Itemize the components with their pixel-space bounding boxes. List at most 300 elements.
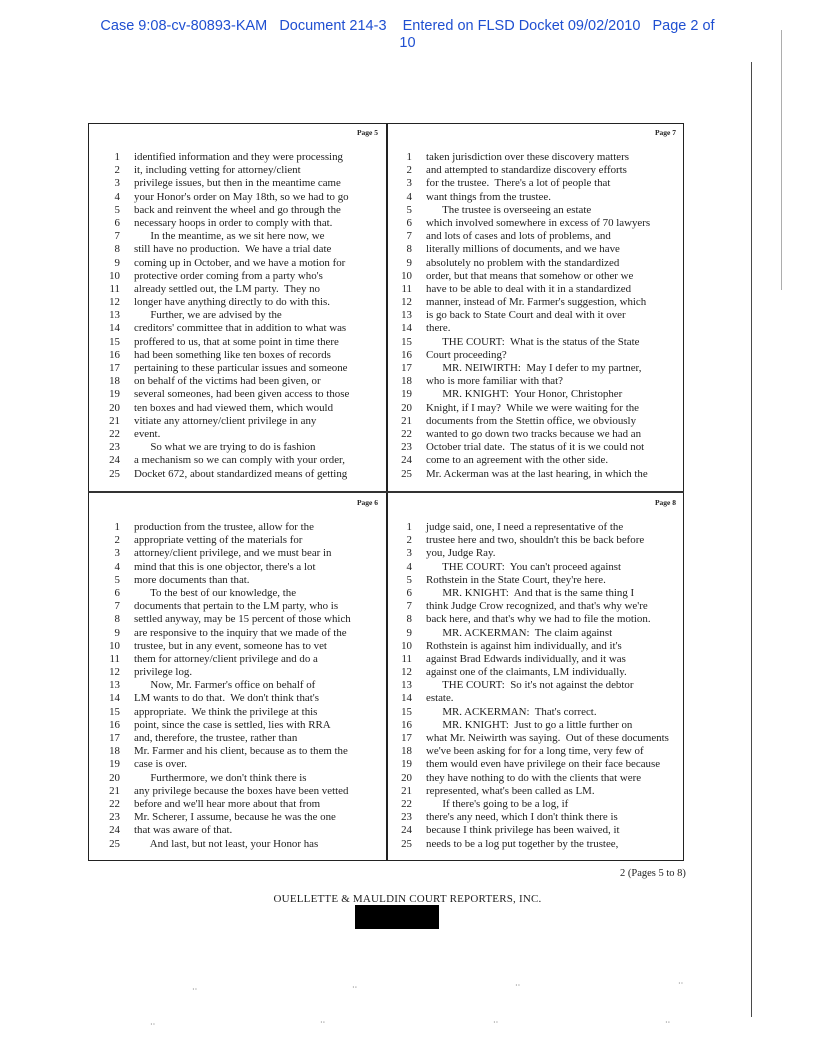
line-text: and, therefore, the trustee, rather than	[134, 732, 298, 744]
transcript-line	[390, 534, 680, 547]
line-text: If there's going to be a log, if	[426, 797, 569, 810]
line-text: estate.	[426, 692, 454, 705]
transcript-line	[390, 811, 680, 824]
line-text: longer have anything directly to do with this.	[134, 296, 330, 309]
line-number: 25	[401, 837, 412, 850]
line-number: 25	[109, 467, 120, 480]
line-text: taken jurisdiction over these discovery matters	[426, 151, 629, 163]
line-text: identified information and they were processing	[134, 151, 343, 163]
line-number: 22	[109, 427, 120, 440]
line-text: your Honor's order on May 18th, so we had to go	[134, 190, 349, 203]
line-number: 16	[401, 718, 412, 731]
transcript-line	[98, 653, 382, 666]
transcript-line	[98, 230, 382, 243]
scan-speck: ·‧	[320, 1018, 326, 1027]
line-number: 16	[401, 348, 412, 361]
line-number: 11	[109, 282, 120, 295]
line-text: several someones, had been given access to those	[134, 388, 350, 401]
line-text: event.	[134, 427, 161, 440]
transcript-line	[98, 151, 382, 164]
scan-edge-line	[751, 62, 752, 1017]
line-number: 15	[109, 705, 120, 718]
line-text: Rothstein in the State Court, they're here.	[426, 573, 606, 586]
line-text: absolutely no problem with the standardized	[426, 256, 620, 269]
line-text: Mr. Farmer and his client, because as to them the	[134, 745, 348, 758]
line-number: 11	[401, 282, 412, 295]
line-text: pertaining to these particular issues and someone	[134, 362, 348, 374]
transcript-line	[390, 798, 680, 811]
scan-speck: ··	[678, 979, 684, 988]
line-text: THE COURT: What is the status of the State	[426, 335, 640, 348]
docket-header-line2: 10	[399, 35, 416, 51]
line-text: MR. KNIGHT: Just to go a little further on	[426, 718, 633, 731]
line-number: 14	[109, 692, 120, 705]
transcript-line	[98, 283, 382, 296]
transcript-line	[98, 164, 382, 177]
transcript-lines	[390, 521, 680, 851]
line-number: 17	[109, 362, 120, 374]
transcript-line	[390, 613, 680, 626]
line-number: 7	[114, 230, 120, 243]
transcript-line	[98, 547, 382, 560]
line-text: represented, what's been called as LM.	[426, 784, 595, 797]
line-text: documents from the Stettin office, we obviously	[426, 414, 637, 427]
line-number: 22	[109, 797, 120, 810]
line-number: 18	[109, 745, 120, 758]
line-number: 23	[401, 811, 412, 824]
line-number: 13	[401, 309, 412, 322]
line-text: MR. NEIWIRTH: May I defer to my partner,	[426, 362, 642, 374]
line-text: appropriate vetting of the materials for	[134, 534, 303, 547]
line-text: Rothstein is against him individually, and it's	[426, 639, 622, 652]
transcript-line	[98, 745, 382, 758]
line-number: 3	[114, 177, 120, 190]
line-text: Mr. Ackerman was at the last hearing, in which the	[426, 467, 648, 480]
line-text: The trustee is overseeing an estate	[426, 203, 592, 216]
transcript-line	[390, 322, 680, 335]
line-number: 24	[109, 824, 120, 837]
transcript-line	[98, 613, 382, 626]
transcript-line	[98, 824, 382, 837]
line-number: 3	[406, 547, 412, 560]
transcript-line	[390, 296, 680, 309]
line-text: MR. ACKERMAN: That's correct.	[426, 705, 597, 718]
transcript-line	[390, 309, 680, 322]
scan-edge-line-faint	[781, 30, 782, 290]
line-text: MR. KNIGHT: Your Honor, Christopher	[426, 388, 623, 401]
transcript-line	[98, 388, 382, 401]
line-text: against one of the claimants, LM individually.	[426, 666, 627, 679]
transcript-line	[98, 441, 382, 454]
transcript-panel-page5	[98, 125, 382, 489]
line-text: case is over.	[134, 758, 187, 771]
line-number: 5	[114, 203, 120, 216]
transcript-panel-page7	[390, 125, 680, 489]
transcript-line	[390, 454, 680, 467]
transcript-lines	[390, 151, 680, 481]
line-number: 18	[109, 375, 120, 388]
court-reporter-name: OUELLETTE & MAULDIN COURT REPORTERS, INC.	[273, 893, 542, 905]
scan-speck: ··	[192, 985, 198, 994]
line-text: come to an agreement with the other side.	[426, 454, 609, 467]
transcript-line	[390, 772, 680, 785]
transcript-line	[390, 574, 680, 587]
line-text: more documents than that.	[134, 573, 250, 586]
redaction-bar	[355, 905, 439, 929]
line-text: order, but that means that somehow or other we	[426, 269, 634, 282]
line-text: which involved somewhere in excess of 70 lawyers	[426, 216, 651, 229]
transcript-line	[98, 811, 382, 824]
line-text: they have nothing to do with the clients that were	[426, 771, 642, 784]
line-number: 11	[401, 652, 412, 665]
scan-speck: ·‧	[665, 1018, 671, 1027]
transcript-line	[390, 745, 680, 758]
line-number: 19	[109, 758, 120, 771]
line-text: Furthermore, we don't think there is	[134, 771, 307, 784]
transcript-line	[98, 191, 382, 204]
transcript-line	[390, 349, 680, 362]
line-number: 4	[114, 190, 120, 203]
transcript-line	[98, 349, 382, 362]
transcript-line	[390, 732, 680, 745]
line-number: 12	[109, 666, 120, 679]
transcript-line	[390, 627, 680, 640]
line-number: 10	[109, 269, 120, 282]
transcript-line	[390, 653, 680, 666]
transcript-line	[390, 177, 680, 190]
page-number: Page 6	[356, 498, 378, 507]
transcript-line	[98, 706, 382, 719]
line-number: 21	[109, 414, 120, 427]
transcript-line	[98, 521, 382, 534]
line-text: you, Judge Ray.	[426, 547, 496, 560]
line-number: 2	[114, 534, 120, 547]
line-text: manner, instead of Mr. Farmer's suggestion, which	[426, 296, 647, 309]
line-number: 15	[401, 335, 412, 348]
line-number: 23	[109, 441, 120, 454]
line-number: 1	[114, 521, 120, 533]
line-text: ten boxes and had viewed them, which would	[134, 401, 334, 414]
line-number: 1	[406, 521, 412, 533]
scan-speck: ··	[150, 1020, 156, 1029]
docket-header	[0, 18, 815, 52]
transcript-line	[390, 191, 680, 204]
transcript-line	[98, 627, 382, 640]
transcript-line	[390, 547, 680, 560]
line-text: is go back to State Court and deal with it over	[426, 309, 626, 322]
line-number: 19	[401, 758, 412, 771]
transcript-line	[98, 561, 382, 574]
transcript-line	[98, 666, 382, 679]
scan-speck: ··	[493, 1018, 499, 1027]
line-text: trustee, but in any event, someone has to vet	[134, 639, 327, 652]
transcript-line	[98, 679, 382, 692]
line-text: Mr. Scherer, I assume, because he was the one	[134, 811, 336, 824]
line-text: necessary hoops in order to comply with that.	[134, 216, 333, 229]
line-number: 17	[401, 732, 412, 744]
transcript-line	[98, 375, 382, 388]
line-number: 1	[114, 151, 120, 163]
line-text: attorney/client privilege, and we must bear in	[134, 547, 332, 560]
line-number: 9	[114, 256, 120, 269]
docket-header-line1: Case 9:08-cv-80893-KAM Document 214-3 Entered on FLSD Docket 09/02/2010 Page 2 of	[100, 18, 715, 34]
row-divider	[88, 491, 684, 493]
line-number: 21	[401, 784, 412, 797]
line-text: we've been asking for for a long time, very few of	[426, 745, 644, 758]
line-text: appropriate. We think the privilege at this	[134, 705, 318, 718]
line-number: 2	[406, 534, 412, 547]
line-number: 8	[114, 243, 120, 256]
transcript-line	[98, 772, 382, 785]
transcript-line	[390, 270, 680, 283]
transcript-line	[98, 270, 382, 283]
transcript-line	[390, 230, 680, 243]
transcript-line	[390, 679, 680, 692]
scan-speck: ·‧	[352, 983, 358, 992]
transcript-line	[390, 758, 680, 771]
line-text: them would even have privilege on their face because	[426, 758, 661, 771]
transcript-line	[98, 785, 382, 798]
transcript-line	[390, 257, 680, 270]
line-number: 10	[109, 639, 120, 652]
line-text: there.	[426, 322, 451, 335]
line-number: 2	[114, 164, 120, 177]
transcript-line	[390, 521, 680, 534]
transcript-line	[98, 798, 382, 811]
line-number: 3	[114, 547, 120, 560]
transcript-line	[98, 204, 382, 217]
line-text: coming up in October, and we have a motion for	[134, 256, 346, 269]
line-number: 16	[109, 348, 120, 361]
line-number: 15	[401, 705, 412, 718]
line-number: 6	[406, 586, 412, 599]
line-number: 6	[114, 586, 120, 599]
line-text: documents that pertain to the LM party, who is	[134, 600, 339, 613]
line-text: LM wants to do that. We don't think that's	[134, 692, 319, 705]
transcript-line	[390, 838, 680, 851]
line-number: 13	[401, 679, 412, 692]
line-number: 18	[401, 745, 412, 758]
line-text: October trial date. The status of it is we could not	[426, 441, 645, 454]
line-text: Further, we are advised by the	[134, 309, 282, 322]
line-number: 13	[109, 679, 120, 692]
transcript-line	[98, 640, 382, 653]
transcript-lines	[98, 521, 382, 851]
line-text: mind that this is one objector, there's a lot	[134, 560, 316, 573]
line-number: 20	[109, 771, 120, 784]
line-text: MR. KNIGHT: And that is the same thing I	[426, 586, 635, 599]
transcript-line	[390, 388, 680, 401]
line-text: are responsive to the inquiry that we made of the	[134, 626, 347, 639]
line-text: protective order coming from a party who's	[134, 269, 323, 282]
transcript-line	[390, 415, 680, 428]
transcript-line	[390, 468, 680, 481]
line-text: what Mr. Neiwirth was saying. Out of these documents	[426, 732, 669, 744]
transcript-line	[390, 402, 680, 415]
line-number: 20	[109, 401, 120, 414]
transcript-line	[98, 719, 382, 732]
transcript-line	[98, 309, 382, 322]
line-text: proffered to us, that at some point in time there	[134, 335, 339, 348]
line-text: MR. ACKERMAN: The claim against	[426, 626, 613, 639]
line-text: have to be able to deal with it in a standardized	[426, 282, 632, 295]
line-text: In the meantime, as we sit here now, we	[134, 230, 325, 243]
transcript-line	[98, 257, 382, 270]
transcript-panel-page8	[390, 495, 680, 859]
line-text: To the best of our knowledge, the	[134, 586, 297, 599]
line-number: 9	[406, 626, 412, 639]
line-number: 6	[406, 216, 412, 229]
transcript-line	[390, 164, 680, 177]
transcript-line	[390, 243, 680, 256]
line-number: 25	[109, 837, 120, 850]
transcript-line	[390, 692, 680, 705]
transcript-line	[98, 402, 382, 415]
line-number: 19	[401, 388, 412, 401]
line-number: 13	[109, 309, 120, 322]
transcript-line	[98, 336, 382, 349]
transcript-lines	[98, 151, 382, 481]
line-number: 18	[401, 375, 412, 388]
line-text: privilege log.	[134, 666, 193, 679]
line-number: 19	[109, 388, 120, 401]
line-number: 9	[406, 256, 412, 269]
line-number: 5	[406, 203, 412, 216]
line-number: 11	[109, 652, 120, 665]
line-number: 2	[406, 164, 412, 177]
line-number: 17	[401, 362, 412, 374]
page-range: 2 (Pages 5 to 8)	[620, 868, 686, 879]
line-number: 8	[406, 613, 412, 626]
line-text: already settled out, the LM party. They no	[134, 282, 320, 295]
line-number: 22	[401, 427, 412, 440]
transcript-line	[390, 785, 680, 798]
line-text: that was aware of that.	[134, 824, 233, 837]
line-text: Docket 672, about standardized means of getting	[134, 467, 348, 480]
line-text: against Brad Edwards individually, and it was	[426, 652, 626, 665]
line-text: trustee here and two, shouldn't this be back before	[426, 534, 645, 547]
line-text: still have no production. We have a trial date	[134, 243, 332, 256]
line-text: Now, Mr. Farmer's office on behalf of	[134, 679, 316, 692]
line-number: 8	[114, 613, 120, 626]
line-number: 5	[114, 573, 120, 586]
line-text: and lots of cases and lots of problems, and	[426, 230, 611, 243]
page-number: Page 8	[654, 498, 676, 507]
line-text: who is more familiar with that?	[426, 375, 564, 388]
transcript-line	[98, 692, 382, 705]
line-text: THE COURT: So it's not against the debtor	[426, 679, 634, 692]
line-number: 17	[109, 732, 120, 744]
transcript-line	[390, 217, 680, 230]
transcript-line	[98, 454, 382, 467]
transcript-line	[98, 468, 382, 481]
transcript-line	[390, 375, 680, 388]
page-number: Page 5	[356, 128, 378, 137]
line-text: because I think privilege has been waived, it	[426, 824, 620, 837]
scan-speck: ··	[515, 981, 521, 990]
line-text: Knight, if I may? While we were waiting for the	[426, 401, 640, 414]
transcript-line	[390, 719, 680, 732]
line-number: 9	[114, 626, 120, 639]
transcript-line	[390, 640, 680, 653]
line-number: 24	[401, 454, 412, 467]
line-number: 23	[109, 811, 120, 824]
transcript-line	[390, 204, 680, 217]
line-number: 4	[406, 560, 412, 573]
line-number: 16	[109, 718, 120, 731]
transcript-line	[98, 296, 382, 309]
line-text: any privilege because the boxes have been vetted	[134, 784, 349, 797]
line-text: judge said, one, I need a representative of the	[426, 521, 624, 533]
line-text: Court proceeding?	[426, 348, 507, 361]
transcript-line	[98, 758, 382, 771]
line-number: 15	[109, 335, 120, 348]
line-text: had been something like ten boxes of records	[134, 348, 331, 361]
transcript-line	[98, 177, 382, 190]
line-number: 1	[406, 151, 412, 163]
line-text: So what we are trying to do is fashion	[134, 441, 316, 454]
line-number: 5	[406, 573, 412, 586]
transcript-line	[98, 838, 382, 851]
transcript-line	[98, 534, 382, 547]
transcript-line	[390, 336, 680, 349]
line-text: want things from the trustee.	[426, 190, 551, 203]
line-text: it, including vetting for attorney/client	[134, 164, 301, 177]
line-text: them for attorney/client privilege and do a	[134, 652, 318, 665]
line-number: 12	[401, 296, 412, 309]
transcript-line	[98, 322, 382, 335]
transcript-line	[98, 217, 382, 230]
line-text: on behalf of the victims had been given, or	[134, 375, 321, 388]
line-number: 24	[109, 454, 120, 467]
line-number: 23	[401, 441, 412, 454]
line-text: and attempted to standardize discovery efforts	[426, 164, 627, 177]
transcript-line	[390, 600, 680, 613]
line-number: 20	[401, 401, 412, 414]
transcript-line	[390, 824, 680, 837]
line-number: 25	[401, 467, 412, 480]
line-text: needs to be a log put together by the trustee,	[426, 837, 619, 850]
line-number: 14	[401, 322, 412, 335]
line-number: 6	[114, 216, 120, 229]
line-number: 4	[114, 560, 120, 573]
line-text: back and reinvent the wheel and go through the	[134, 203, 341, 216]
line-text: there's any need, which I don't think there is	[426, 811, 618, 824]
line-number: 12	[109, 296, 120, 309]
line-text: And last, but not least, your Honor has	[134, 837, 319, 850]
line-number: 7	[406, 230, 412, 243]
transcript-line	[390, 151, 680, 164]
line-number: 24	[401, 824, 412, 837]
transcript-line	[390, 587, 680, 600]
transcript-line	[98, 415, 382, 428]
transcript-line	[390, 666, 680, 679]
transcript-line	[390, 362, 680, 375]
line-number: 10	[401, 269, 412, 282]
transcript-line	[390, 283, 680, 296]
line-text: think Judge Crow recognized, and that's why we're	[426, 600, 648, 613]
line-number: 14	[109, 322, 120, 335]
line-number: 7	[114, 600, 120, 613]
line-number: 20	[401, 771, 412, 784]
page-number: Page 7	[654, 128, 676, 137]
line-text: vitiate any attorney/client privilege in any	[134, 414, 317, 427]
transcript-line	[390, 428, 680, 441]
line-number: 21	[401, 414, 412, 427]
transcript-line	[390, 441, 680, 454]
line-text: back here, and that's why we had to file the motion.	[426, 613, 651, 626]
line-text: wanted to go down two tracks because we had an	[426, 427, 642, 440]
